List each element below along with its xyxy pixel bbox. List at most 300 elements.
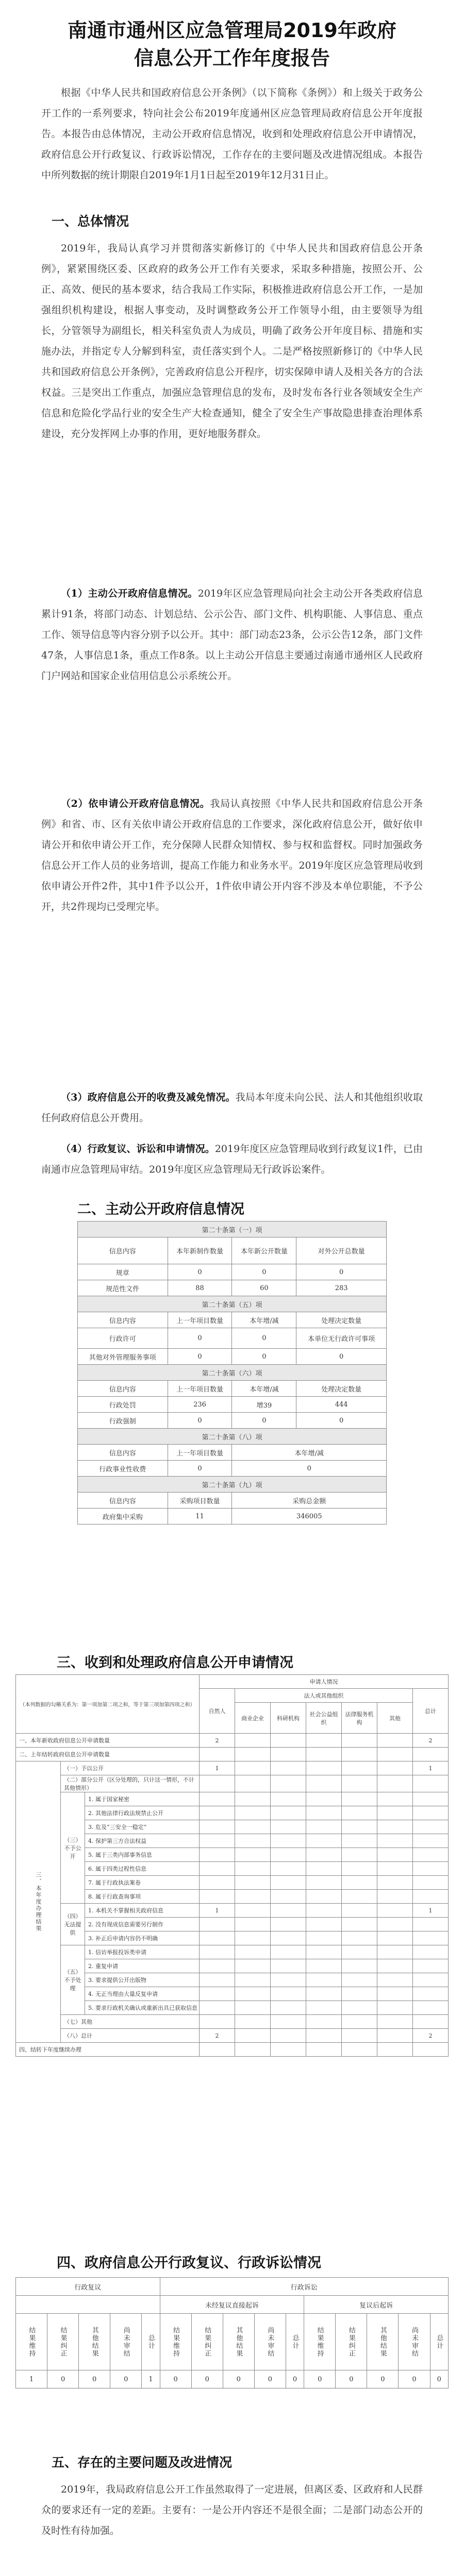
t2-col: 本年新制作数量: [168, 1238, 232, 1264]
t3-value-cell: [271, 2001, 306, 2015]
t3-value-cell: [377, 2043, 413, 2057]
t3-row-label: （八）总计: [61, 2029, 200, 2043]
t3-value-cell: [413, 2001, 449, 2015]
t3-value-cell: [342, 1945, 377, 1959]
t3-row-label: 4. 保护第三方合法权益: [85, 1834, 200, 1848]
t3-value-cell: [377, 1945, 413, 1959]
t3-value-cell: [342, 1931, 377, 1945]
t3-group-unable: （四）无法提供: [61, 1904, 85, 1945]
t3-value-cell: [271, 1848, 306, 1862]
t4-value-cell: 0: [286, 2370, 304, 2388]
t3-row-label: 2. 其他法律行政法规禁止公开: [85, 1806, 200, 1820]
section-4-heading: 四、政府信息公开行政复议、行政诉讼情况: [57, 2255, 321, 2271]
t3-value-cell: [342, 2015, 377, 2029]
t2-col: 采购项目数量: [168, 1493, 232, 1509]
t3-value-cell: [377, 1918, 413, 1931]
t2-cell: 11: [168, 1509, 232, 1524]
t3-value-cell: [235, 1876, 271, 1890]
t3-value-cell: [377, 1820, 413, 1834]
t3-value-cell: [413, 1959, 449, 1973]
t3-value-cell: [342, 2029, 377, 2043]
t3-value-cell: [413, 1820, 449, 1834]
t3-value-cell: [235, 1931, 271, 1945]
t3-legal-col: 法律服务机构: [342, 1703, 377, 1734]
t3-value-cell: [342, 1890, 377, 1904]
t2-col: 信息内容: [78, 1493, 168, 1509]
t3-value-cell: [413, 1973, 449, 1987]
t3-row: [16, 1734, 449, 1748]
problems-paragraph-1: 2019年，我局政府信息公开工作虽然取得了一定进展，但离区委、区政府和人民群众的要求还有一定的差距。主要有：一是公开内容还不是很全面；二是部门动态公开的及时性有待加强。: [41, 2484, 423, 2536]
t3-value-cell: [235, 1918, 271, 1931]
t2-cell: 政府集中采购: [78, 1509, 168, 1524]
t3-value-cell: [413, 2043, 449, 2057]
t3-value-cell: [200, 1876, 235, 1890]
t3-value-cell: [413, 1792, 449, 1806]
t3-value-cell: [200, 1973, 235, 1987]
proactive-disclosure-table: [77, 1221, 387, 1524]
t3-value-cell: [306, 1904, 342, 1918]
t4-value-cell: 0: [254, 2370, 286, 2388]
t3-value-cell: [377, 1876, 413, 1890]
t3-value-cell: [271, 1973, 306, 1987]
t2-col: 处理决定数量: [296, 1312, 387, 1328]
t3-value-cell: [342, 1820, 377, 1834]
t3-value-cell: [413, 1987, 449, 2001]
t3-value-cell: [413, 1834, 449, 1848]
t4-col-header: 总计: [286, 2314, 304, 2370]
t3-natural-person: 自然人: [200, 1689, 235, 1734]
t4-col-header: 其他结果: [367, 2314, 399, 2370]
t3-value-cell: [235, 1945, 271, 1959]
overview-paragraph-4: [41, 1087, 423, 1128]
t3-value-cell: [306, 1931, 342, 1945]
t3-row: [16, 1904, 449, 1918]
t3-row-label: 3. 补正后申请内容仍不明确: [85, 1931, 200, 1945]
overview-p2-text: 2019年区应急管理局向社会主动公开各类政府信息累计91条，将部门动态、计划总结、公示公告、部门文件、机构职能、人事信息、重点工作、领导信息等内容分别予以公开。其中：部门动态23条，公示公告12条，部门文件47条，人事信息1条，重点工作8条。以上主动公开信息主要通过南通市通州区人民政府门户网站和国家企业信用信息公示系统公开。: [41, 588, 423, 682]
t3-row-label: 1. 属于国家秘密: [85, 1792, 200, 1806]
t2-header-2: 第二十条第（五）项: [78, 1296, 387, 1312]
t3-value-cell: [271, 2015, 306, 2029]
t3-row-label: （一）予以公开: [61, 1761, 200, 1775]
t3-value-cell: [200, 1987, 235, 2001]
t3-value-cell: [342, 1987, 377, 2001]
t2-cell: 346005: [232, 1509, 387, 1524]
t2-header-5: 第二十条第（九）项: [78, 1477, 387, 1493]
t3-value-cell: [200, 2001, 235, 2015]
t3-value-cell: [413, 2015, 449, 2029]
t3-value-cell: [342, 1761, 377, 1775]
t4-col-header: 结果维持: [304, 2314, 336, 2370]
t3-value-cell: [306, 2029, 342, 2043]
t3-value-cell: [306, 1959, 342, 1973]
t4-lawsuit-header: 行政诉讼: [160, 2278, 448, 2296]
t3-row-label: 4. 无正当理由大量反复申请: [85, 1987, 200, 2001]
t3-value-cell: [377, 1761, 413, 1775]
t3-value-cell: 2: [200, 1734, 235, 1748]
t3-legal-col: 其他: [377, 1703, 413, 1734]
t2-cell: 0: [168, 1328, 232, 1349]
t3-corner-note: （本列数据的勾稽关系为：第一项加第二项之和，等于第三项加第四项之和）: [16, 1675, 200, 1734]
t3-value-cell: [271, 1945, 306, 1959]
t3-value-cell: [306, 1792, 342, 1806]
t4-col-header: 总计: [430, 2314, 448, 2370]
t3-row-label: 四、结转下年度继续办理: [16, 2043, 200, 2057]
t3-row: [16, 1761, 449, 1775]
t3-value-cell: [377, 1734, 413, 1748]
t3-value-cell: [342, 1834, 377, 1848]
t3-value-cell: [413, 1775, 449, 1792]
t4-col-header: 尚未审结: [399, 2314, 430, 2370]
t3-value-cell: [271, 1806, 306, 1820]
t2-cell: 283: [296, 1280, 387, 1296]
t2-col: 采购总金额: [232, 1493, 387, 1509]
overview-paragraph-1: 2019年，我局认真学习并贯彻落实新修订的《中华人民共和国政府信息公开条例》，紧紧围绕区委、区政府的政务公开工作有关要求，采取多种措施，按照公开、公正、高效、便民的基本要求，结合我局工作实际，积极推进政府信息公开工作，一是加强组织机构建设，根据人事变动，及时调整政务公开工作领导小组，由主要领导为组长，分管领导为副组长，相关科室负责人为成员，明确了政务公开年度目标、措施和实施办法，并指定专人分解到科室，责任落实到个人。二是严格按照新修订的《中华人民共和国政府信息公开条例》，完善政府信息公开程序，切实保障申请人及相关各方的合法权益。三是突出工作重点，加强应急管理信息的发布，及时发布各行业各领域安全生产信息和危险化学品行业的安全生产大检查通知，健全了安全生产事故隐患排查治理体系建设，充分发挥网上办事的作用，更好地服务群众。: [41, 243, 423, 439]
t3-row-label: 2. 没有现成信息需要另行制作: [85, 1918, 200, 1931]
t3-value-cell: [413, 1748, 449, 1761]
overview-p5-text: 2019年度区应急管理局收到行政复议1件，已由南通市应急管理局审结。2019年度区应急管理局无行政诉讼案件。: [41, 1143, 423, 1175]
t2-cell: 0: [232, 1413, 296, 1429]
t2-col: 本年增/减: [232, 1445, 387, 1461]
t3-value-cell: [200, 1834, 235, 1848]
t2-cell: 0: [232, 1328, 296, 1349]
t4-col-header: 其他结果: [223, 2314, 254, 2370]
overview-p4-text: 我局本年度未向公民、法人和其他组织收取任何政府信息公开费用。: [41, 1092, 423, 1124]
review-lawsuit-table: [15, 2277, 449, 2388]
t4-value-row: [16, 2370, 449, 2388]
t4-value-cell: 0: [79, 2370, 110, 2388]
t4-column-row: [16, 2314, 449, 2370]
section-1-heading: 一、总体情况: [52, 214, 129, 229]
t3-value-cell: [200, 2015, 235, 2029]
t3-total: 总计: [413, 1689, 449, 1734]
t3-value-cell: [235, 1792, 271, 1806]
overview-p4-head: （3）政府信息公开的收费及减免情况。: [61, 1092, 236, 1103]
t3-value-cell: [342, 1792, 377, 1806]
t3-legal-col: 社会公益组织: [306, 1703, 342, 1734]
t3-value-cell: [342, 1959, 377, 1973]
t3-value-cell: [271, 1775, 306, 1792]
t4-col-header: 结果纠正: [191, 2314, 223, 2370]
t2-col: 上一年项目数量: [168, 1312, 232, 1328]
t3-value-cell: [342, 2001, 377, 2015]
t3-value-cell: [342, 1748, 377, 1761]
t3-value-cell: [200, 1931, 235, 1945]
t3-row-label: 一、本年新收政府信息公开申请数量: [16, 1734, 200, 1748]
overview-p2-head: （1）主动公开政府信息情况。: [61, 588, 198, 599]
t3-value-cell: [377, 1931, 413, 1945]
t2-cell: 行政强制: [78, 1413, 168, 1429]
t2-cell: 0: [168, 1349, 232, 1365]
application-handling-table: [15, 1674, 449, 2057]
t3-legal-col: 科研机构: [271, 1703, 306, 1734]
t3-row-label: 6. 属于四类过程性信息: [85, 1862, 200, 1876]
t3-row-label: 2. 重复申请: [85, 1959, 200, 1973]
t2-cell: 其他对外管理服务事项: [78, 1349, 168, 1365]
t3-value-cell: [377, 1834, 413, 1848]
t2-cell: 行政许可: [78, 1328, 168, 1349]
t3-value-cell: [306, 2043, 342, 2057]
t3-value-cell: [271, 1987, 306, 2001]
t3-row: [16, 2015, 449, 2029]
t3-value-cell: [377, 1775, 413, 1792]
t2-col: 信息内容: [78, 1312, 168, 1328]
t3-row: [16, 1792, 449, 1806]
t2-cell: 0: [296, 1264, 387, 1280]
t3-row: [16, 2029, 449, 2043]
t3-value-cell: [200, 1806, 235, 1820]
t3-value-cell: [200, 1820, 235, 1834]
t3-value-cell: [306, 1761, 342, 1775]
t3-value-cell: [306, 1890, 342, 1904]
t3-value-cell: [342, 1848, 377, 1862]
t3-value-cell: [235, 1973, 271, 1987]
t3-value-cell: [306, 1820, 342, 1834]
section-2-heading: 二、主动公开政府信息情况: [77, 1201, 244, 1217]
t2-header-4: 第二十条第（八）项: [78, 1429, 387, 1445]
t2-cell: 增39: [232, 1397, 296, 1413]
t4-direct-header: 未经复议直接起诉: [160, 2296, 304, 2314]
t3-value-cell: [377, 1748, 413, 1761]
t4-value-cell: 0: [223, 2370, 254, 2388]
t3-row-label: 8. 属于行政查询事项: [85, 1890, 200, 1904]
t3-value-cell: [377, 2015, 413, 2029]
t3-group-nopub: （三）不予公开: [61, 1792, 85, 1904]
t2-header-1: 第二十条第（一）项: [78, 1222, 387, 1238]
overview-paragraph-2: [41, 583, 423, 686]
t3-value-cell: [413, 1862, 449, 1876]
t3-value-cell: [306, 1806, 342, 1820]
t2-cell: 本单位无行政许可事项: [296, 1328, 387, 1349]
t4-value-cell: 0: [430, 2370, 448, 2388]
t3-value-cell: [235, 1959, 271, 1973]
t2-col: 信息内容: [78, 1445, 168, 1461]
t4-value-cell: 0: [191, 2370, 223, 2388]
t3-value-cell: [306, 1848, 342, 1862]
t4-col-header: 结果维持: [16, 2314, 47, 2370]
t2-col: 信息内容: [78, 1238, 168, 1264]
t3-value-cell: [377, 1904, 413, 1918]
t3-row: [16, 1748, 449, 1761]
t3-value-cell: [306, 2015, 342, 2029]
t3-value-cell: [377, 1987, 413, 2001]
t3-value-cell: [377, 2029, 413, 2043]
t3-value-cell: [342, 1973, 377, 1987]
t3-value-cell: [377, 1890, 413, 1904]
t4-col-header: 尚未审结: [254, 2314, 286, 2370]
overview-p3-head: （2）依申请公开政府信息情况。: [61, 798, 210, 809]
t3-value-cell: [235, 2015, 271, 2029]
t3-value-cell: [306, 1775, 342, 1792]
t2-cell: 0: [232, 1264, 296, 1280]
t2-header-3: 第二十条第（六）项: [78, 1365, 387, 1381]
report-title-line1: 南通市通州区应急管理局2019年政府: [68, 19, 396, 42]
overview-p5-head: （4）行政复议、诉讼和申请情况。: [61, 1143, 215, 1155]
t4-review-blank: [16, 2296, 160, 2314]
t3-row-label: 1. 本机关不掌握相关政府信息: [85, 1904, 200, 1918]
t3-value-cell: [235, 1806, 271, 1820]
t4-value-cell: 0: [336, 2370, 367, 2388]
t3-value-cell: [377, 1848, 413, 1862]
t2-cell: 444: [296, 1397, 387, 1413]
t3-value-cell: [271, 1959, 306, 1973]
t3-value-cell: [342, 1862, 377, 1876]
t3-row-label: 3. 危及“三安全一稳定”: [85, 1820, 200, 1834]
t3-value-cell: 1: [200, 1761, 235, 1775]
t3-value-cell: [200, 1848, 235, 1862]
t3-value-cell: 1: [413, 1904, 449, 1918]
t3-value-cell: [413, 1945, 449, 1959]
t3-value-cell: [235, 1761, 271, 1775]
t2-cell: 236: [168, 1397, 232, 1413]
t3-value-cell: [200, 1890, 235, 1904]
t3-value-cell: [200, 1748, 235, 1761]
t2-cell: 0: [296, 1349, 387, 1365]
t3-value-cell: [271, 1862, 306, 1876]
t3-value-cell: [200, 1775, 235, 1792]
t3-value-cell: 2: [413, 2029, 449, 2043]
t2-cell: 60: [232, 1280, 296, 1296]
t3-value-cell: [235, 1904, 271, 1918]
t3-value-cell: 1: [413, 1761, 449, 1775]
t2-col: 处理决定数量: [296, 1381, 387, 1397]
t2-col: 本年增/减: [232, 1312, 296, 1328]
t2-col: 本年增/减: [232, 1381, 296, 1397]
t3-value-cell: [377, 1959, 413, 1973]
t3-row-label: （七）其他: [61, 2015, 200, 2029]
t3-body: [16, 1734, 449, 2057]
t3-row: [16, 1775, 449, 1792]
t4-after-header: 复议后起诉: [304, 2296, 449, 2314]
t3-value-cell: [306, 1876, 342, 1890]
t4-value-cell: 1: [16, 2370, 47, 2388]
t3-value-cell: [235, 2043, 271, 2057]
t3-value-cell: [413, 1806, 449, 1820]
t3-value-cell: [342, 1876, 377, 1890]
t3-value-cell: [271, 1761, 306, 1775]
t3-value-cell: [235, 1820, 271, 1834]
t2-cell: 0: [232, 1461, 387, 1477]
t3-row: [16, 2043, 449, 2057]
t3-value-cell: [306, 1834, 342, 1848]
t2-cell: 0: [168, 1413, 232, 1429]
overview-p3-text: 我局认真按照《中华人民共和国政府信息公开条例》和省、市、区有关依申请公开政府信息的工作要求，深化政府信息公开，做好依申请公开和依申请公开工作，充分保障人民群众知情权、参与权和监督权。同时加强政务信息公开工作人员的业务培训，提高工作能力和业务水平。2019年度区应急管理局收到依申请公开件2件，其中1件予以公开，1件依申请公开内容不涉及本单位职能，不予公开，共2件现均已受理完毕。: [41, 798, 423, 912]
t3-value-cell: [271, 1918, 306, 1931]
section-3-heading: 三、收到和处理政府信息公开申请情况: [57, 1655, 293, 1671]
t3-value-cell: [200, 1792, 235, 1806]
t3-value-cell: [413, 1876, 449, 1890]
t4-col-header: 尚未审结: [110, 2314, 142, 2370]
t2-col: 上一年项目数量: [168, 1445, 232, 1461]
t3-value-cell: [306, 1945, 342, 1959]
t3-value-cell: [271, 1931, 306, 1945]
t2-cell: 0: [168, 1264, 232, 1280]
t3-value-cell: [271, 1876, 306, 1890]
t4-col-header: 结果纠正: [336, 2314, 367, 2370]
t3-value-cell: [413, 1848, 449, 1862]
t4-col-header: 其他结果: [79, 2314, 110, 2370]
t3-value-cell: [235, 1987, 271, 2001]
t3-value-cell: [200, 1945, 235, 1959]
t3-value-cell: [271, 1734, 306, 1748]
t4-value-cell: 0: [399, 2370, 430, 2388]
t3-value-cell: [306, 1987, 342, 2001]
t4-col-header: 结果纠正: [47, 2314, 79, 2370]
t3-value-cell: [306, 1973, 342, 1987]
t2-cell: 规范性文件: [78, 1280, 168, 1296]
t3-value-cell: [306, 1748, 342, 1761]
t3-value-cell: [235, 1734, 271, 1748]
t3-value-cell: [342, 1734, 377, 1748]
t3-value-cell: [271, 1748, 306, 1761]
t3-value-cell: [413, 1890, 449, 1904]
t3-value-cell: [377, 2001, 413, 2015]
t3-row-label: 5. 要求行政机关确认或重新出具已获取信息: [85, 2001, 200, 2015]
t2-cell: 0: [168, 1461, 232, 1477]
t3-value-cell: [235, 1862, 271, 1876]
t3-value-cell: [342, 1904, 377, 1918]
t3-value-cell: [413, 1918, 449, 1931]
intro-paragraph: 根据《中华人民共和国政府信息公开条例》（以下简称《条例》）和上级关于政务公开工作的一系列要求，特向社会公布2019年度通州区应急管理局政府信息公开年度报告。本报告由总体情况，主动公开政府信息情况，收到和处理政府信息公开申请情况，政府信息公开行政复议、行政诉讼情况，工作存在的主要问题及改进情况组成。本报告中所列数据的统计期限自2019年1月1日起至2019年12月31日止。: [41, 87, 423, 181]
t3-applicant-header: 申请人情况: [200, 1675, 449, 1689]
t3-row-label: 3. 要求提供公开出版物: [85, 1973, 200, 1987]
overview-paragraph-5: [41, 1139, 423, 1180]
t2-cell: 行政事业性收费: [78, 1461, 168, 1477]
t3-value-cell: [235, 1775, 271, 1792]
t4-value-cell: 0: [367, 2370, 399, 2388]
t3-value-cell: [235, 1890, 271, 1904]
t3-value-cell: [271, 1834, 306, 1848]
t3-value-cell: [377, 1792, 413, 1806]
t3-value-cell: [306, 2001, 342, 2015]
t2-col: 对外公开总数量: [296, 1238, 387, 1264]
section-5-heading: 五、存在的主要问题及改进情况: [52, 2455, 233, 2470]
t4-col-header: 结果维持: [160, 2314, 191, 2370]
t3-value-cell: [306, 1918, 342, 1931]
t3-value-cell: [200, 1918, 235, 1931]
t3-value-cell: [235, 1748, 271, 1761]
t3-value-cell: [200, 1862, 235, 1876]
t3-row-label: 7. 属于行政执法案卷: [85, 1876, 200, 1890]
t3-row: [16, 1945, 449, 1959]
t3-value-cell: [377, 1806, 413, 1820]
t3-value-cell: [235, 1848, 271, 1862]
t3-value-cell: [271, 1890, 306, 1904]
t2-col: 上一年项目数量: [168, 1381, 232, 1397]
t3-value-cell: [200, 1959, 235, 1973]
t4-review-header: 行政复议: [16, 2278, 160, 2296]
t3-value-cell: [271, 1904, 306, 1918]
t3-value-cell: [342, 1918, 377, 1931]
t3-legal-person: 法人或其他组织: [235, 1689, 413, 1703]
t3-value-cell: [342, 2043, 377, 2057]
t4-value-cell: 1: [142, 2370, 160, 2388]
t3-value-cell: [271, 1792, 306, 1806]
t2-cell: 88: [168, 1280, 232, 1296]
t4-col-header: 总计: [142, 2314, 160, 2370]
t3-value-cell: [235, 1834, 271, 1848]
t3-value-cell: [200, 2043, 235, 2057]
t2-cell: 规章: [78, 1264, 168, 1280]
overview-paragraph-3: [41, 793, 423, 917]
t4-value-cell: 0: [47, 2370, 79, 2388]
t3-row-label: 二、上年结转政府信息公开申请数量: [16, 1748, 200, 1761]
t4-value-cell: 0: [304, 2370, 336, 2388]
t2-cell: 行政处罚: [78, 1397, 168, 1413]
t3-value-cell: 2: [200, 2029, 235, 2043]
t3-legal-col: 商业企业: [235, 1703, 271, 1734]
t3-value-cell: [377, 1973, 413, 1987]
t2-cell: 0: [296, 1413, 387, 1429]
